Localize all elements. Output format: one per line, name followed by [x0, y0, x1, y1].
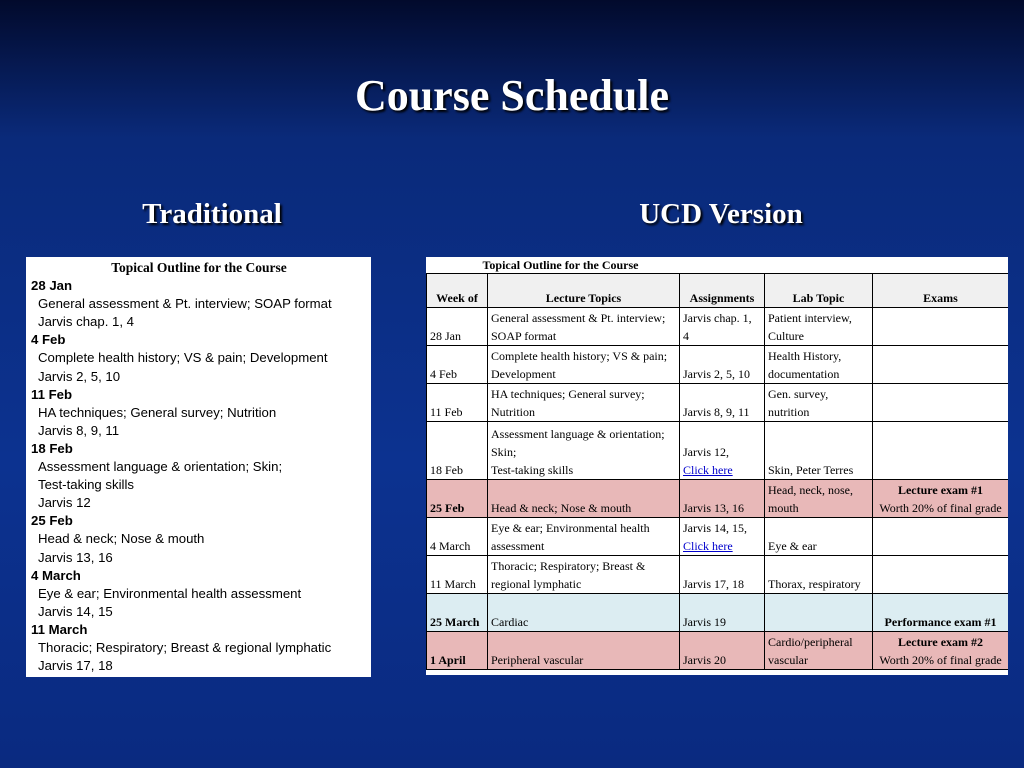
- outline-week-date: 18 Feb: [31, 440, 73, 456]
- exam-cell: [873, 518, 1009, 556]
- cell-line: Jarvis 12,: [683, 445, 729, 459]
- cell-line: SOAP format: [491, 329, 557, 343]
- cell-line: Patient interview,: [768, 311, 852, 325]
- cell-line: Peripheral vascular: [491, 653, 584, 667]
- ucd-header-row: [427, 274, 1009, 308]
- table-row: [427, 632, 1009, 670]
- outline-body: [31, 277, 367, 675]
- ucd-heading: UCD Version: [639, 198, 803, 230]
- outline-week-date: 4 Feb: [31, 332, 66, 348]
- cell-line: 4: [683, 329, 689, 343]
- lab-cell: [765, 556, 873, 594]
- cell-line: Thoracic; Respiratory; Breast &: [491, 559, 646, 573]
- cell-line: Jarvis 19: [683, 615, 726, 629]
- outline-week-line: Jarvis 13, 16: [38, 549, 113, 565]
- cell-line: Skin;: [491, 445, 517, 459]
- exam-cell: [873, 384, 1009, 422]
- week-cell: 25 Feb: [427, 480, 488, 518]
- cell-line: nutrition: [768, 405, 810, 419]
- click-here-link[interactable]: Click here: [683, 463, 733, 477]
- exam-cell: [873, 594, 1009, 632]
- lecture-cell: [488, 422, 680, 480]
- lecture-cell: [488, 556, 680, 594]
- exam-cell: [873, 346, 1009, 384]
- header-assignments: Assignments: [680, 274, 765, 308]
- week-cell: 25 March: [427, 594, 488, 632]
- outline-week-line: Jarvis chap. 1, 4: [38, 314, 135, 330]
- assignment-cell: [680, 308, 765, 346]
- cell-line: Nutrition: [491, 405, 535, 419]
- outline-week-line: Jarvis 2, 5, 10: [38, 368, 121, 384]
- table-row: [427, 422, 1009, 480]
- exam-cell: [873, 308, 1009, 346]
- exam-cell: [873, 556, 1009, 594]
- cell-line: Eye & ear: [768, 539, 817, 553]
- cell-line: Assessment language & orientation;: [491, 427, 665, 441]
- outline-week-line: Jarvis 12: [38, 495, 91, 511]
- outline-week-line: HA techniques; General survey; Nutrition: [38, 404, 277, 420]
- traditional-heading: Traditional: [142, 198, 282, 230]
- cell-line: Gen. survey,: [768, 387, 829, 401]
- cell-line: Lecture exam #2: [897, 635, 984, 649]
- cell-line: Cardiac: [491, 615, 529, 629]
- outline-week-line: General assessment & Pt. interview; SOAP format: [38, 296, 332, 312]
- cell-line: Worth 20% of final grade: [879, 653, 1002, 667]
- header-week: Week of: [427, 274, 488, 308]
- cell-line: Performance exam #1: [884, 615, 997, 629]
- lab-cell: [765, 384, 873, 422]
- outline-week-line: Head & neck; Nose & mouth: [38, 531, 205, 547]
- cell-line: Lecture exam #1: [897, 483, 984, 497]
- cell-line: Jarvis chap. 1,: [683, 311, 752, 325]
- lecture-cell: [488, 518, 680, 556]
- cell-line: General assessment & Pt. interview;: [491, 311, 666, 325]
- week-cell: 11 March: [427, 556, 488, 594]
- lecture-cell: [488, 384, 680, 422]
- lab-cell: [765, 518, 873, 556]
- lab-cell: [765, 308, 873, 346]
- cell-line: Jarvis 14, 15,: [683, 521, 747, 535]
- cell-line: Jarvis 13, 16: [683, 501, 744, 515]
- slide-title: Course Schedule: [354, 71, 670, 120]
- exam-cell: [873, 480, 1009, 518]
- week-cell: 4 Feb: [427, 346, 488, 384]
- outline-title: Topical Outline for the Course: [111, 260, 287, 275]
- ucd-schedule-table: [426, 257, 1008, 675]
- exam-cell: [873, 632, 1009, 670]
- outline-week-date: 11 March: [31, 621, 88, 637]
- cell-line: Jarvis 8, 9, 11: [683, 405, 750, 419]
- outline-week-line: Complete health history; VS & pain; Development: [38, 350, 328, 366]
- outline-week-line: Jarvis 14, 15: [38, 603, 113, 619]
- cell-line: Worth 20% of final grade: [879, 501, 1002, 515]
- traditional-outline: [26, 257, 371, 677]
- header-exams: Exams: [873, 274, 1009, 308]
- assignment-cell: [680, 556, 765, 594]
- cell-line: documentation: [768, 367, 840, 381]
- lab-cell: [765, 594, 873, 632]
- assignment-cell: [680, 346, 765, 384]
- cell-line: Head, neck, nose,: [768, 483, 853, 497]
- cell-line: assessment: [491, 539, 545, 553]
- week-cell: 11 Feb: [427, 384, 488, 422]
- lecture-cell: [488, 594, 680, 632]
- cell-line: Skin, Peter Terres: [768, 463, 854, 477]
- cell-line: Culture: [768, 329, 804, 343]
- cell-line: Jarvis 20: [683, 653, 726, 667]
- exam-cell: [873, 422, 1009, 480]
- week-cell: 28 Jan: [427, 308, 488, 346]
- cell-line: Complete health history; VS & pain;: [491, 349, 668, 363]
- cell-line: Health History,: [768, 349, 842, 363]
- cell-line: Test-taking skills: [491, 463, 574, 477]
- ucd-title: Topical Outline for the Course: [427, 257, 1009, 274]
- lab-cell: [765, 632, 873, 670]
- lab-cell: [765, 422, 873, 480]
- ucd-title-row: [427, 257, 1009, 274]
- assignment-cell: [680, 422, 765, 480]
- week-cell: 4 March: [427, 518, 488, 556]
- click-here-link[interactable]: Click here: [683, 539, 733, 553]
- cell-line: HA techniques; General survey;: [491, 387, 645, 401]
- cell-line: Thorax, respiratory: [768, 577, 861, 591]
- outline-week-line: Thoracic; Respiratory; Breast & regional lymphatic: [38, 639, 332, 655]
- lab-cell: [765, 346, 873, 384]
- assignment-cell: [680, 594, 765, 632]
- lecture-cell: [488, 308, 680, 346]
- outline-week-line: Test-taking skills: [38, 477, 135, 493]
- cell-line: Jarvis 17, 18: [683, 577, 744, 591]
- lecture-cell: [488, 480, 680, 518]
- table-row: [427, 346, 1009, 384]
- outline-week-date: 11 Feb: [31, 386, 73, 402]
- table-row: [427, 594, 1009, 632]
- outline-week-line: Assessment language & orientation; Skin;: [38, 459, 283, 475]
- outline-week-date: 28 Jan: [31, 278, 73, 294]
- cell-line: Jarvis 2, 5, 10: [683, 367, 750, 381]
- outline-week-line: Jarvis 8, 9, 11: [38, 422, 120, 438]
- cell-line: vascular: [768, 653, 808, 667]
- assignment-cell: [680, 384, 765, 422]
- outline-week-date: 4 March: [31, 567, 81, 583]
- week-cell: 1 April: [427, 632, 488, 670]
- outline-week-line: Eye & ear; Environmental health assessment: [38, 585, 302, 601]
- table-row: [427, 384, 1009, 422]
- lab-cell: [765, 480, 873, 518]
- lecture-cell: [488, 632, 680, 670]
- assignment-cell: [680, 480, 765, 518]
- cell-line: Eye & ear; Environmental health: [491, 521, 650, 535]
- assignment-cell: [680, 632, 765, 670]
- cell-line: Head & neck; Nose & mouth: [491, 501, 632, 515]
- table-row: [427, 518, 1009, 556]
- cell-line: regional lymphatic: [491, 577, 582, 591]
- cell-line: Development: [491, 367, 556, 381]
- cell-line: mouth: [768, 501, 799, 515]
- cell-line: Cardio/peripheral: [768, 635, 853, 649]
- table-row: [427, 480, 1009, 518]
- table-row: [427, 308, 1009, 346]
- week-cell: 18 Feb: [427, 422, 488, 480]
- header-lecture: Lecture Topics: [488, 274, 680, 308]
- header-lab: Lab Topic: [765, 274, 873, 308]
- outline-week-date: 25 Feb: [31, 513, 73, 529]
- assignment-cell: [680, 518, 765, 556]
- outline-week-line: Jarvis 17, 18: [38, 658, 113, 674]
- lecture-cell: [488, 346, 680, 384]
- table-row: [427, 556, 1009, 594]
